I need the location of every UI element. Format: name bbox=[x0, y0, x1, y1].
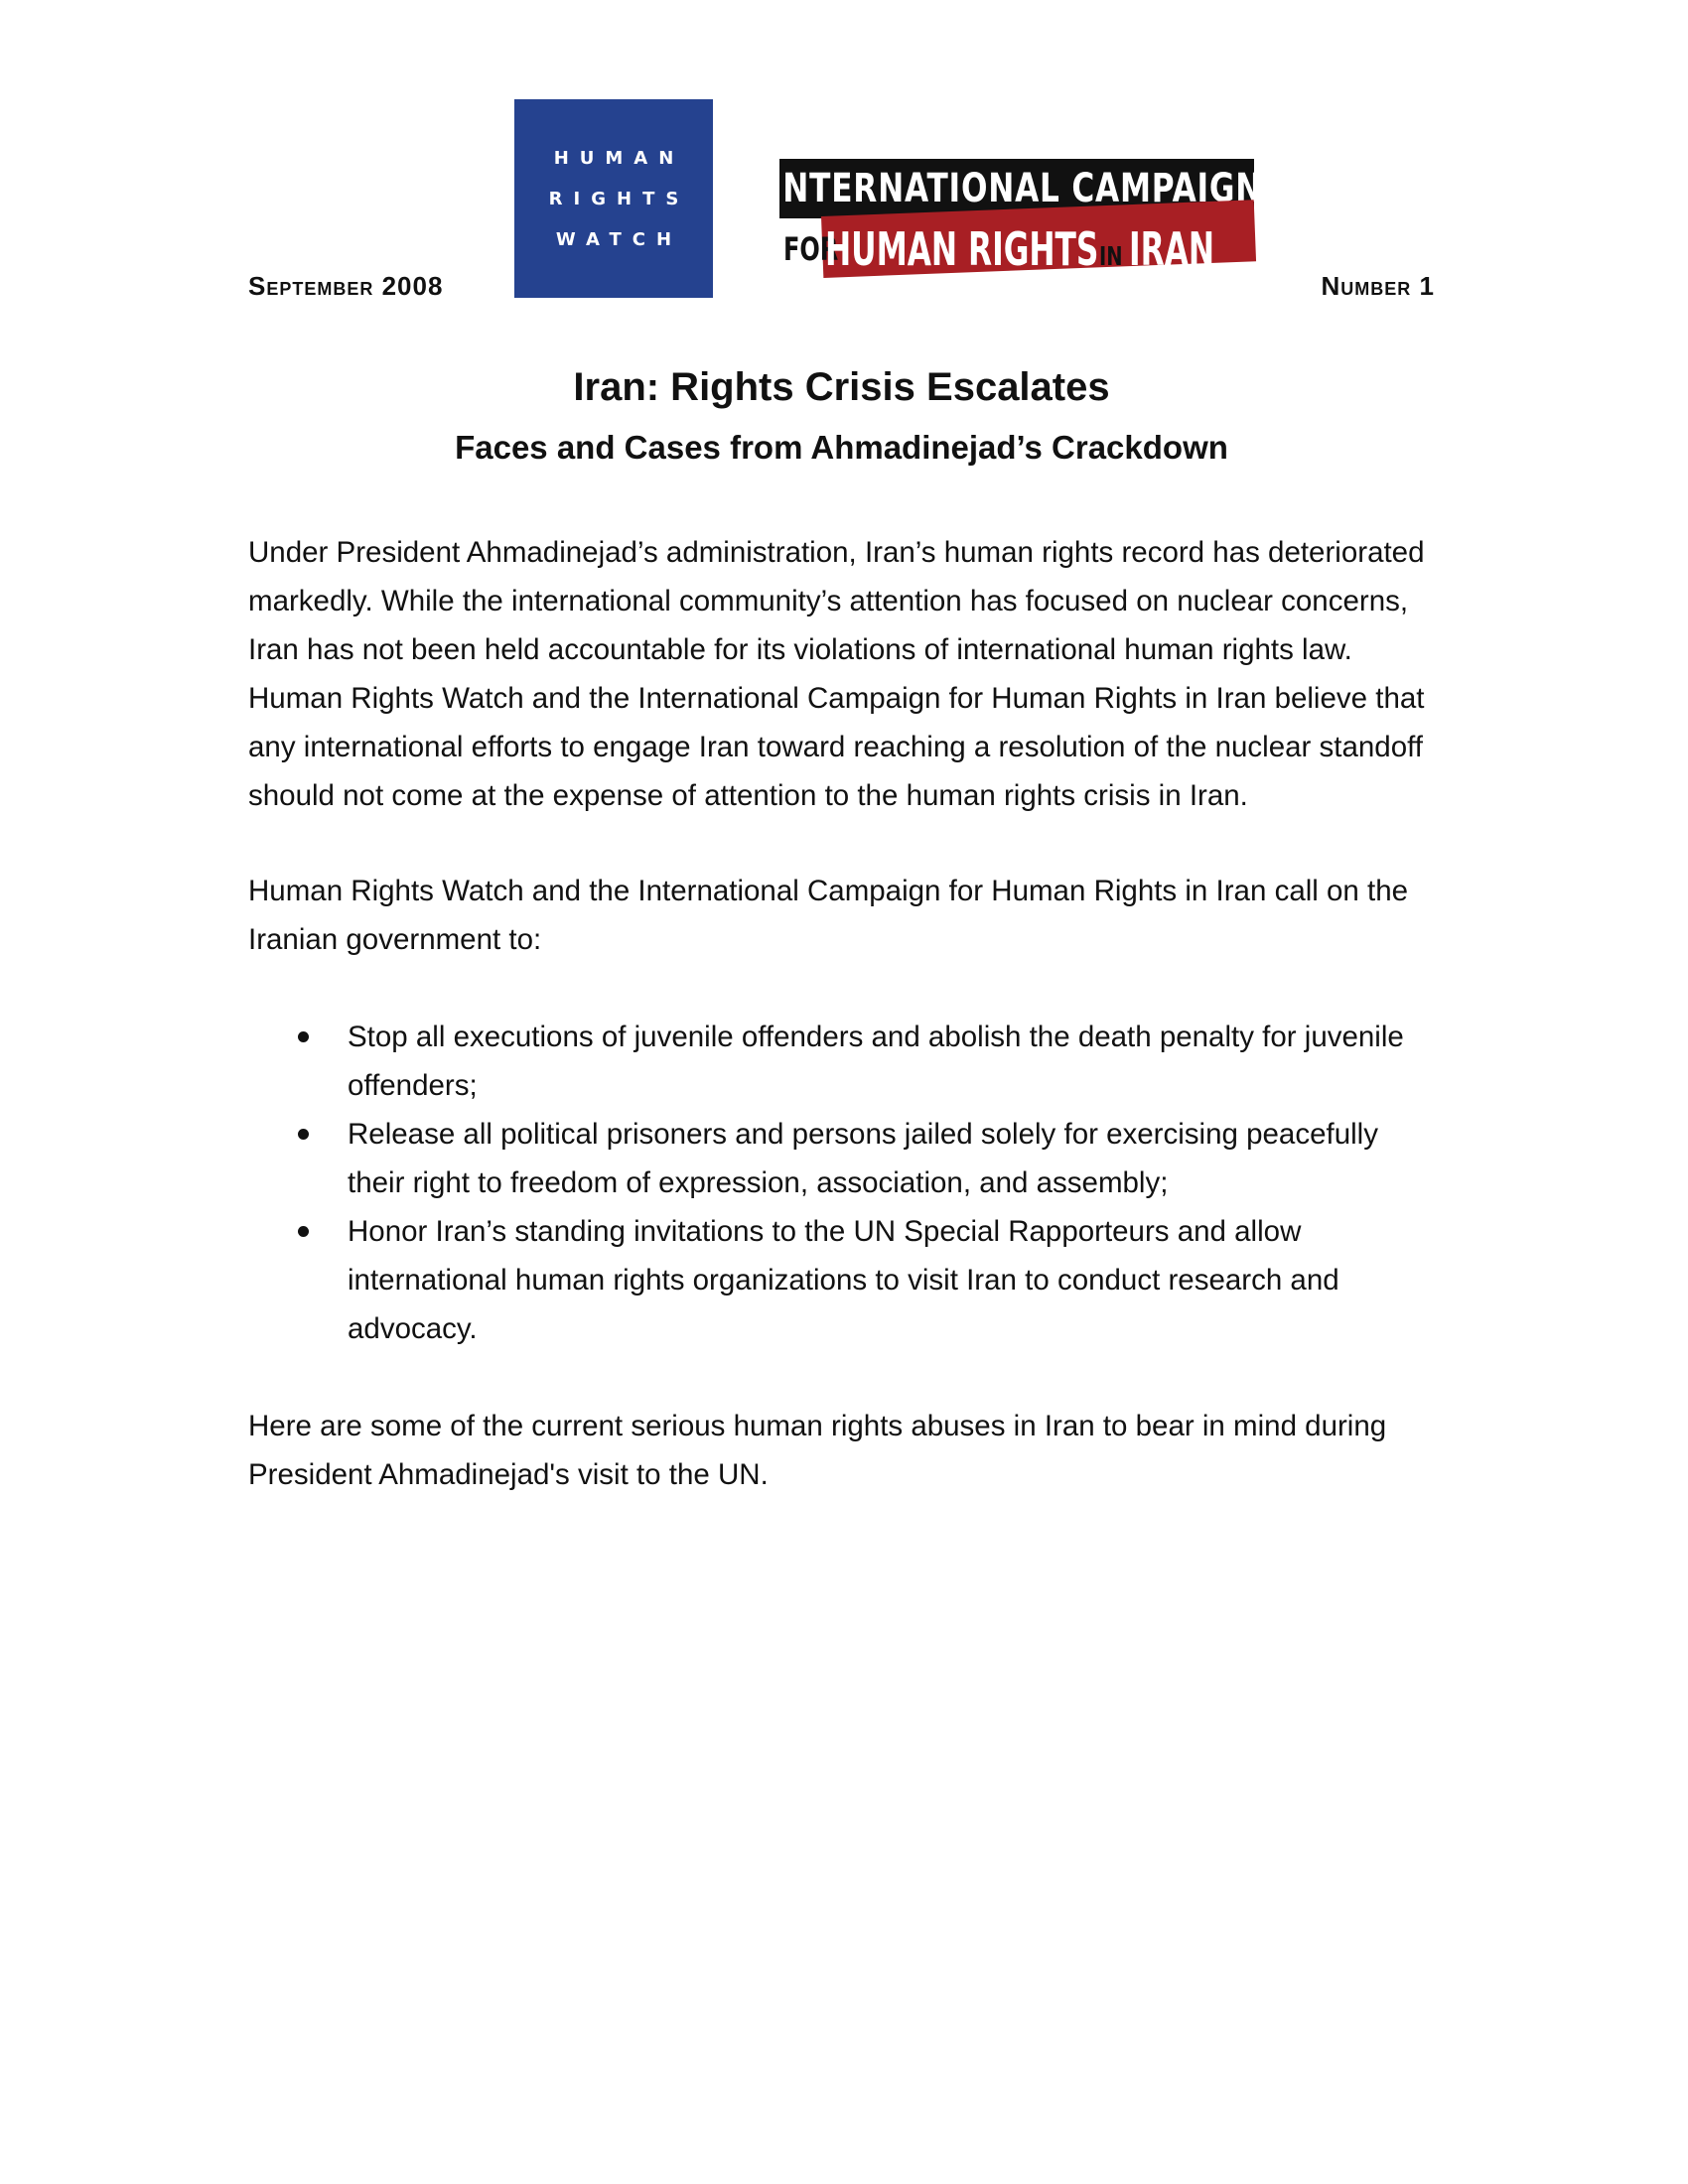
recommendations-list bbox=[248, 1013, 1440, 1353]
list-item-text: Honor Iran’s standing invitations to the UN Special Rapporteurs and allow international human rights organizations to visit Iran to conduct research and advocacy. bbox=[348, 1215, 1339, 1345]
hrw-logo-line-1: HUMAN bbox=[553, 147, 685, 169]
bullet-icon bbox=[298, 1226, 309, 1237]
icrhi-logo-for-text: FOR bbox=[783, 230, 839, 268]
hrw-logo-line-2: RIGHTS bbox=[548, 188, 690, 209]
human-rights-watch-logo bbox=[514, 99, 713, 298]
icrhi-logo-top-text: INTERNATIONAL CAMPAIGN bbox=[771, 166, 1263, 211]
hrw-logo-line-3: WATCH bbox=[555, 228, 683, 250]
call-paragraph: Human Rights Watch and the International Campaign for Human Rights in Iran call on the Iranian government to: bbox=[248, 875, 1409, 956]
icrhi-logo-bottom-row bbox=[779, 218, 1254, 280]
document-title: Iran: Rights Crisis Escalates bbox=[573, 365, 1110, 409]
list-item bbox=[348, 1110, 1440, 1207]
issue-date: September 2008 bbox=[248, 271, 444, 301]
icrhi-logo-in-text: IN bbox=[1099, 242, 1123, 272]
bullet-icon bbox=[298, 1031, 309, 1042]
intro-paragraph: Under President Ahmadinejad’s administration, Iran’s human rights record has deteriorated markedly. While the international community’s attention has focused on nuclear concerns, Iran has not been held accountable for its violations of international human rights law. Human Rights Watch and the International Campaign for Human Rights in Iran believe that any international efforts to engage Iran toward reaching a resolution of the nuclear standoff should not come at the expense of attention to the human rights crisis in Iran. bbox=[248, 536, 1425, 812]
document-body bbox=[248, 528, 1440, 1499]
document-subtitle: Faces and Cases from Ahmadinejad’s Crackdown bbox=[455, 429, 1228, 466]
document-header bbox=[248, 94, 1435, 303]
list-item-text: Release all political prisoners and persons jailed solely for exercising peacefully their right to freedom of expression, association, and assembly; bbox=[348, 1118, 1378, 1199]
icrhi-logo-iran-text: IRAN bbox=[1129, 222, 1215, 276]
list-item bbox=[348, 1013, 1440, 1110]
bullet-icon bbox=[298, 1129, 309, 1140]
list-item-text: Stop all executions of juvenile offenders and abolish the death penalty for juvenile offenders; bbox=[348, 1021, 1404, 1102]
closing-paragraph: Here are some of the current serious human rights abuses in Iran to bear in mind during President Ahmadinejad's visit to the UN. bbox=[248, 1410, 1387, 1491]
international-campaign-logo bbox=[771, 159, 1263, 288]
issue-number: Number 1 bbox=[1321, 271, 1435, 301]
icrhi-logo-human-rights-text: HUMAN RIGHTS bbox=[825, 222, 1099, 276]
list-item bbox=[348, 1207, 1440, 1353]
